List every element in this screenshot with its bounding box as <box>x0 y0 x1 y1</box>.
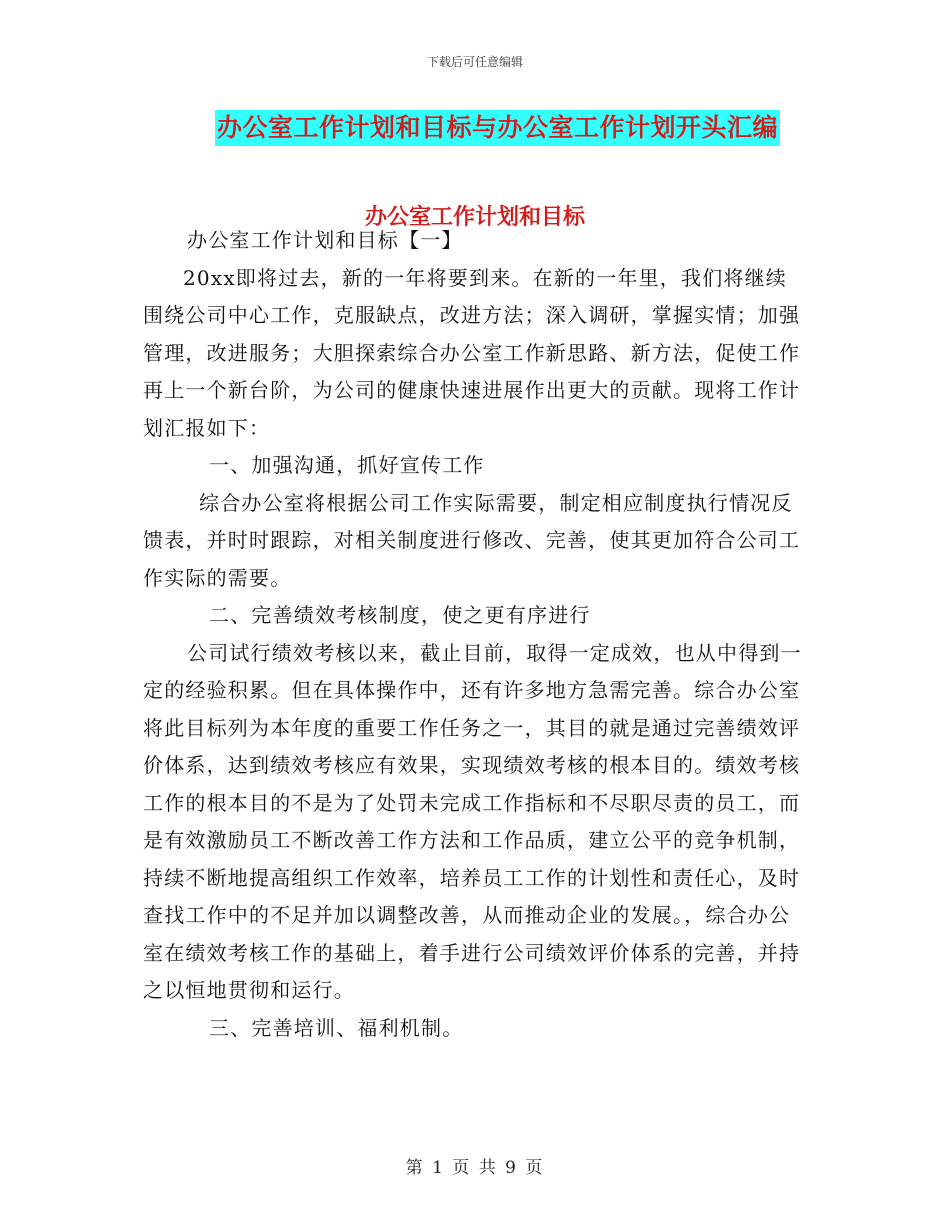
section-title: 办公室工作计划和目标 <box>364 204 585 230</box>
section-subheading: 办公室工作计划和目标【一】 <box>187 228 463 252</box>
header-note: 下载后可任意编辑 <box>426 55 523 69</box>
document-body <box>143 222 808 1047</box>
paragraph-item-1: 综合办公室将根据公司工作实际需要，制定相应制度执行情况反馈表，并时时跟踪，对相关制度进行修改、完善，使其更加符合公司工作实际的需要。 <box>143 490 801 590</box>
paragraph-intro: 20xx即将过去，新的一年将要到来。在新的一年里，我们将继续围绕公司中心工作，克服缺点，改进方法；深入调研，掌握实情；加强管理，改进服务；大胆探索综合办公室工作新思路、新方法，促使工作再上一个新台阶，为公司的健康快速进展作出更大的贡献。现将工作计划汇报如下： <box>143 265 801 440</box>
item-heading-1: 一、加强沟通，抓好宣传工作 <box>209 453 485 477</box>
page-footer: 第 1 页 共 9 页 <box>405 1158 545 1178</box>
item-heading-2: 二、完善绩效考核制度，使之更有序进行 <box>209 603 591 627</box>
main-title-container <box>0 110 950 146</box>
item-heading-3: 三、完善培训、福利机制。 <box>209 1015 464 1040</box>
main-title: 办公室工作计划和目标与办公室工作计划开头汇编 <box>215 110 780 146</box>
paragraph-item-2: 公司试行绩效考核以来，截止目前，取得一定成效，也从中得到一定的经验积累。但在具体操作中，还有许多地方急需完善。综合办公室将此目标列为本年度的重要工作任务之一，其目的就是通过完善绩效评价体系，达到绩效考核应有效果，实现绩效考核的根本目的。绩效考核工作的根本目的不是为了处罚未完成工作指标和不尽职尽责的员工，而是有效激励员工不断改善工作方法和工作品质，建立公平的竞争机制，持续不断地提高组织工作效率，培养员工工作的计划性和责任心，及时查找工作中的不足并加以调整改善，从而推动企业的发展。，综合办公室在绩效考核工作的基础上，着手进行公司绩效评价体系的完善，并持之以恒地贯彻和运行。 <box>143 640 802 1002</box>
